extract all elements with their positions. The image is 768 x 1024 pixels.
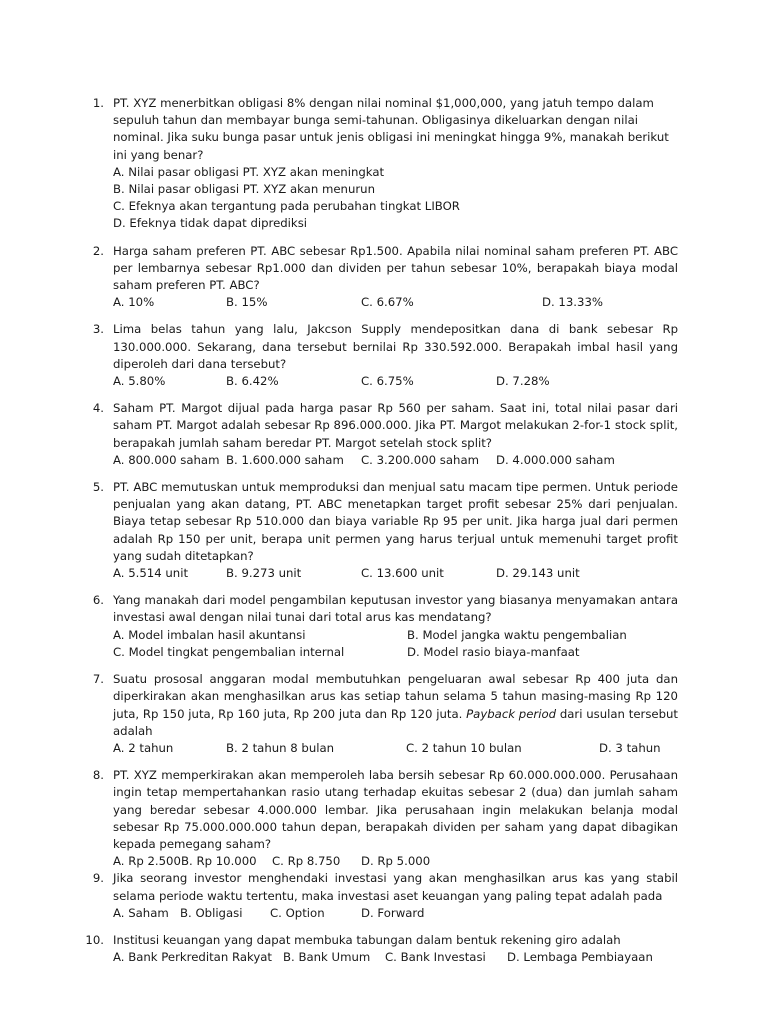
question-text: Harga saham preferen PT. ABC sebesar Rp1.500. Apabila nilai nominal saham preferen PT. ABC per lembarnya sebesar Rp1.000 dan dividen per tahun sebesar 10%, berapakah biaya modal saham preferen PT. ABC? bbox=[113, 243, 678, 293]
question-number: 8. bbox=[92, 768, 104, 783]
question-7 bbox=[92, 671, 679, 757]
option-a: A. 10% bbox=[113, 295, 155, 310]
option-c: C. 6.67% bbox=[361, 295, 414, 310]
option-d: D. 13.33% bbox=[542, 295, 603, 310]
option-b: B. Bank Umum bbox=[283, 950, 371, 965]
question-8 bbox=[92, 767, 678, 870]
option-a: A. 800.000 saham bbox=[113, 452, 220, 467]
options-row bbox=[113, 644, 678, 661]
option-d: D. 3 tahun bbox=[599, 740, 661, 755]
option-a: A. Bank Perkreditan Rakyat bbox=[113, 950, 272, 965]
option-c: C. Efeknya akan tergantung pada perubahan tingkat LIBOR bbox=[113, 199, 460, 214]
question-10 bbox=[85, 932, 678, 966]
option-a: A. 5.514 unit bbox=[113, 566, 189, 581]
options-row bbox=[113, 905, 678, 922]
option-c: C. Option bbox=[270, 905, 325, 920]
option-d: D. Efeknya tidak dapat diprediksi bbox=[113, 216, 308, 231]
option-d: D. 7.28% bbox=[496, 374, 550, 389]
question-text: PT. XYZ memperkirakan akan memperoleh laba bersih sebesar Rp 60.000.000.000. Perusahaan ingin tetap mempertahankan rasio utang terhadap ekuitas sebesar 2 (dua) dan jumlah saham yang beredar sebesar 4.000.000 lembar. Jika perusahaan ingin melakukan belanja modal sebesar Rp 75.000.000.000 tahun depan, berapakah dividen per saham yang dapat dibagikan kepada pemegang saham? bbox=[113, 768, 678, 851]
options-row bbox=[113, 294, 678, 311]
question-text-italic: Payback period bbox=[466, 706, 557, 721]
question-number: 7. bbox=[92, 672, 104, 687]
option-a: A. Rp 2.500 bbox=[113, 854, 181, 869]
question-number: 1. bbox=[92, 96, 104, 110]
question-number: 9. bbox=[92, 871, 104, 886]
option-c: C. 13.600 unit bbox=[361, 566, 444, 581]
option-d: D. 29.143 unit bbox=[496, 566, 580, 581]
question-6 bbox=[92, 592, 678, 661]
option-b: B. 6.42% bbox=[226, 374, 279, 389]
option-c: C. Bank Investasi bbox=[385, 950, 486, 965]
question-number: 3. bbox=[92, 322, 104, 337]
question-text: Saham PT. Margot dijual pada harga pasar Rp 560 per saham. Saat ini, total nilai pasar dari saham PT. Margot adalah sebesar Rp 896.000.000. Jika PT. Margot melakukan 2-for-1 stock split, berapakah jumlah saham beredar PT. Margot setelah stock split? bbox=[113, 401, 678, 450]
option-d: D. Lembaga Pembiayaan bbox=[507, 950, 653, 965]
question-text: Institusi keuangan yang dapat membuka tabungan dalam bentuk rekening giro adalah bbox=[113, 932, 621, 947]
options-row bbox=[113, 565, 678, 582]
question-list bbox=[0, 95, 768, 966]
question-text: PT. XYZ menerbitkan obligasi 8% dengan nilai nominal $1,000,000, yang jatuh tempo dalam sepuluh tahun dan membayar bunga semi-tahunan. Obligasinya dikeluarkan dengan nilai nominal. Jika suku bunga pasar untuk jenis obligasi ini meningkat hingga 9%, manakah berikut ini yang benar? bbox=[113, 96, 669, 162]
option-a: A. Saham bbox=[113, 905, 169, 920]
option-a: A. Model imbalan hasil akuntansi bbox=[113, 627, 306, 642]
question-2 bbox=[92, 243, 678, 312]
option-c: C. 2 tahun 10 bulan bbox=[406, 740, 522, 755]
question-9 bbox=[92, 870, 678, 922]
question-text: PT. ABC memutuskan untuk memproduksi dan menjual satu macam tipe permen. Untuk periode penjualan yang akan datang, PT. ABC menetapkan target profit sebesar 25% dari penjualan. Biaya tetap sebesar Rp 510.000 dan biaya variable Rp 95 per unit. Jika harga jual dari permen adalah Rp 150 per unit, berapa unit permen yang harus terjual untuk memenuhi target profit yang sudah ditetapkan? bbox=[113, 480, 678, 563]
option-d: D. Model rasio biaya-manfaat bbox=[407, 644, 580, 659]
options-row bbox=[113, 740, 678, 757]
question-number: 2. bbox=[92, 243, 104, 258]
option-c: C. 6.75% bbox=[361, 374, 414, 389]
option-c: C. 3.200.000 saham bbox=[361, 452, 479, 467]
option-b: B. Model jangka waktu pengembalian bbox=[407, 627, 627, 642]
option-b: B. 1.600.000 saham bbox=[226, 452, 344, 467]
option-a: A. Nilai pasar obligasi PT. XYZ akan meningkat bbox=[113, 164, 385, 179]
option-d: D. Rp 5.000 bbox=[361, 854, 431, 869]
options-row bbox=[113, 373, 678, 390]
option-b: B. Rp 10.000 bbox=[181, 854, 257, 869]
question-text: Yang manakah dari model pengambilan keputusan investor yang biasanya menyamakan antara investasi awal dengan nilai tunai dari total arus kas mendatang? bbox=[113, 593, 678, 625]
question-number: 6. bbox=[92, 593, 104, 608]
question-number: 5. bbox=[92, 480, 104, 495]
question-text bbox=[113, 671, 678, 740]
options-row bbox=[113, 627, 678, 644]
options-row bbox=[113, 949, 678, 966]
question-3 bbox=[92, 321, 678, 390]
question-text: Lima belas tahun yang lalu, Jakcson Supply mendepositkan dana di bank sebesar Rp 130.000.000. Sekarang, dana tersebut bernilai Rp 330.592.000. Berapakah imbal hasil yang diperoleh dari dana tersebut? bbox=[113, 322, 678, 371]
option-c: C. Rp 8.750 bbox=[272, 854, 341, 869]
question-number: 4. bbox=[92, 401, 104, 416]
question-text-part: Suatu prososal anggaran modal membutuhkan pengeluaran awal sebesar Rp 400 juta dan diperkirakan akan menghasilkan arus kas setiap tahun selama 5 tahun masing-masing Rp 120 juta, Rp 150 juta, Rp 160 juta, Rp 200 juta dan Rp 120 juta. bbox=[113, 672, 678, 721]
option-a: A. 2 tahun bbox=[113, 740, 174, 755]
option-d: D. Forward bbox=[361, 905, 425, 920]
option-c: C. Model tingkat pengembalian internal bbox=[113, 644, 345, 659]
question-1 bbox=[92, 95, 678, 233]
option-d: D. 4.000.000 saham bbox=[496, 452, 615, 467]
option-a: A. 5.80% bbox=[113, 374, 166, 389]
question-text-part: dari usulan tersebut adalah bbox=[113, 706, 679, 738]
option-b: B. 9.273 unit bbox=[226, 566, 302, 581]
option-b: B. Obligasi bbox=[180, 905, 243, 920]
option-b: B. Nilai pasar obligasi PT. XYZ akan menurun bbox=[113, 182, 375, 197]
options-row bbox=[113, 452, 678, 469]
option-b: B. 2 tahun 8 bulan bbox=[226, 740, 335, 755]
option-b: B. 15% bbox=[226, 295, 268, 310]
question-5 bbox=[92, 479, 678, 582]
question-number: 10. bbox=[85, 932, 104, 947]
question-text: Jika seorang investor menghendaki investasi yang akan menghasilkan arus kas yang stabil selama periode waktu tertentu, maka investasi aset keuangan yang paling tepat adalah pada bbox=[113, 871, 678, 903]
question-4 bbox=[92, 400, 678, 469]
options-row bbox=[113, 853, 678, 870]
